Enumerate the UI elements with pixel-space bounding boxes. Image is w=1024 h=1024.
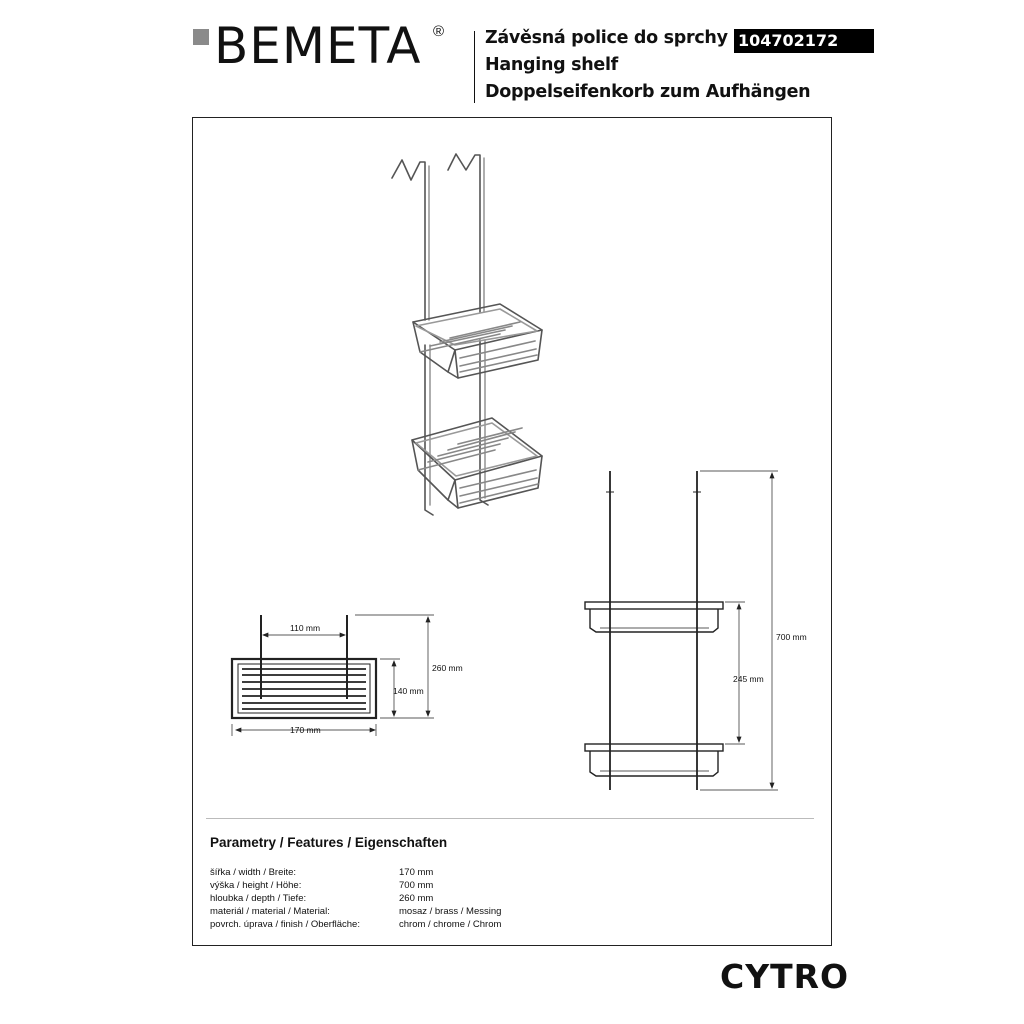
features-divider: [206, 818, 814, 819]
product-code-badge: 104702172: [734, 29, 874, 53]
top-view-drawing: [232, 615, 434, 736]
title-german: Doppelseifenkorb zum Aufhängen: [485, 82, 811, 102]
feature-value: 170 mm: [399, 867, 434, 878]
feature-value: chrom / chrome / Chrom: [399, 919, 502, 930]
product-name: CYTRO: [720, 957, 850, 996]
dim-width: 170 mm: [290, 725, 321, 735]
features-heading: Parametry / Features / Eigenschaften: [210, 835, 448, 850]
feature-value: 260 mm: [399, 893, 434, 904]
dim-total-height: 700 mm: [776, 632, 807, 642]
feature-label: povrch. úprava / finish / Oberfläche:: [210, 919, 360, 930]
brand-logo: BEMETA: [214, 17, 422, 75]
feature-value: 700 mm: [399, 880, 434, 891]
feature-label: materiál / material / Material:: [210, 906, 330, 917]
feature-label: šířka / width / Breite:: [210, 867, 297, 878]
feature-label: výška / height / Höhe:: [210, 880, 302, 891]
feature-value: mosaz / brass / Messing: [399, 906, 502, 917]
dim-depth: 260 mm: [432, 663, 463, 673]
title-czech: Závěsná police do sprchy: [485, 28, 728, 48]
registered-mark: ®: [433, 23, 445, 40]
dim-basket-height: 140 mm: [393, 686, 424, 696]
title-english: Hanging shelf: [485, 55, 618, 75]
feature-label: hloubka / depth / Tiefe:: [210, 893, 307, 904]
dim-rod-spacing: 110 mm: [290, 623, 321, 633]
front-view-drawing: [585, 471, 778, 790]
product-illustration: [392, 154, 542, 515]
dim-shelf-spacing: 245 mm: [733, 674, 764, 684]
